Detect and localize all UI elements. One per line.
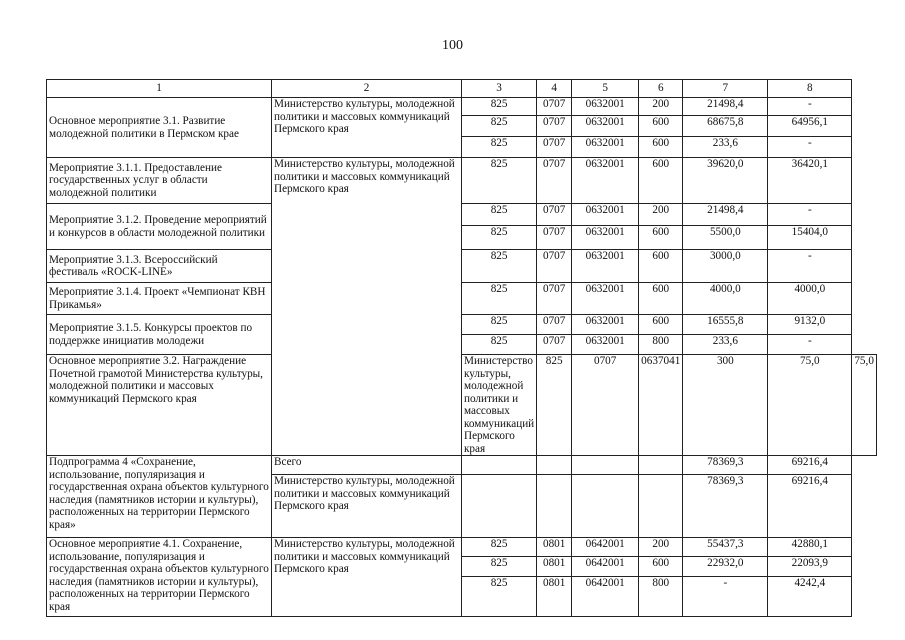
target-code: 0632001 xyxy=(572,226,639,250)
target-code: 0637041 xyxy=(639,355,683,456)
measure-name: Мероприятие 3.1.5. Конкурсы проектов по поддержке инициатив молодежи xyxy=(47,315,272,355)
expense-type-code: 600 xyxy=(639,137,683,158)
table-row xyxy=(47,204,877,226)
target-code: 0632001 xyxy=(572,283,639,315)
table-row xyxy=(47,355,877,456)
column-header: 2 xyxy=(272,80,462,98)
grbs-code: 825 xyxy=(462,538,537,557)
table-header-row xyxy=(47,80,877,98)
expense-type-code: 800 xyxy=(639,335,683,355)
section-code: 0707 xyxy=(537,158,572,204)
measure-name: Мероприятие 3.1.4. Проект «Чемпионат КВН Прикамья» xyxy=(47,283,272,315)
amount-col8: - xyxy=(768,137,852,158)
target-code: 0632001 xyxy=(572,158,639,204)
target-code: 0632001 xyxy=(572,204,639,226)
section-code: 0707 xyxy=(537,250,572,283)
expense-type-code: 200 xyxy=(639,538,683,557)
amount-col8: 4242,4 xyxy=(768,577,852,617)
executor-name: Министерство культуры, молодежной политики и массовых коммуникаций Пермского края xyxy=(272,158,462,456)
expense-type-code: 800 xyxy=(639,577,683,617)
section-code: 0707 xyxy=(537,204,572,226)
executor-name: Всего xyxy=(272,456,462,475)
table-row xyxy=(47,315,877,335)
column-header: 6 xyxy=(639,80,683,98)
measure-name: Основное мероприятие 3.1. Развитие молодежной политики в Пермском крае xyxy=(47,98,272,158)
target-code: 0632001 xyxy=(572,98,639,116)
section-code xyxy=(537,475,572,538)
expense-type-code: 600 xyxy=(639,116,683,137)
grbs-code xyxy=(462,475,537,538)
executor-name: Министерство культуры, молодежной политики и массовых коммуникаций Пермского края xyxy=(462,355,537,456)
table-row xyxy=(47,158,877,204)
amount-col8: - xyxy=(768,204,852,226)
amount-col7: 78369,3 xyxy=(683,456,768,475)
executor-name: Министерство культуры, молодежной политики и массовых коммуникаций Пермского края xyxy=(272,538,462,617)
grbs-code xyxy=(462,456,537,475)
grbs-code: 825 xyxy=(462,204,537,226)
section-code: 0707 xyxy=(537,226,572,250)
amount-col7: 39620,0 xyxy=(683,158,768,204)
expense-type-code xyxy=(639,475,683,538)
amount-col8: 69216,4 xyxy=(768,456,852,475)
amount-col8: - xyxy=(768,250,852,283)
section-code: 0707 xyxy=(537,315,572,335)
grbs-code: 825 xyxy=(462,577,537,617)
measure-name: Мероприятие 3.1.3. Всероссийский фестиваль «ROCK-LINE» xyxy=(47,250,272,283)
grbs-code: 825 xyxy=(462,116,537,137)
measure-name: Основное мероприятие 4.1. Сохранение, использование, популяризация и государственная охрана объектов культурного наследия (памятников истории и культуры), расположенных на территории Пермского края xyxy=(47,538,272,617)
target-code: 0642001 xyxy=(572,577,639,617)
target-code xyxy=(572,475,639,538)
measure-name: Основное мероприятие 3.2. Награждение Почетной грамотой Министерства культуры, молодежной политики и массовых коммуникаций Пермского края xyxy=(47,355,272,456)
amount-col8: 36420,1 xyxy=(768,158,852,204)
amount-col7: 233,6 xyxy=(683,335,768,355)
measure-name: Мероприятие 3.1.1. Предоставление государственных услуг в области молодежной политики xyxy=(47,158,272,204)
amount-col7: - xyxy=(683,577,768,617)
measure-name: Мероприятие 3.1.2. Проведение мероприятий и конкурсов в области молодежной политики xyxy=(47,204,272,250)
grbs-code: 825 xyxy=(462,283,537,315)
subprogram-name: Подпрограмма 4 «Сохранение, использование, популяризация и государственная охрана объектов культурного наследия (памятников истории и культуры), расположенных на территории Пермского края» xyxy=(47,456,272,538)
target-code: 0642001 xyxy=(572,538,639,557)
amount-col8: 75,0 xyxy=(852,355,877,456)
expense-type-code: 200 xyxy=(639,204,683,226)
amount-col8: 64956,1 xyxy=(768,116,852,137)
amount-col7: 21498,4 xyxy=(683,204,768,226)
expense-type-code: 300 xyxy=(683,355,768,456)
section-code: 0707 xyxy=(537,116,572,137)
section-code: 0801 xyxy=(537,557,572,577)
expense-type-code: 600 xyxy=(639,315,683,335)
table-row xyxy=(47,538,877,557)
amount-col8: 4000,0 xyxy=(768,283,852,315)
amount-col7: 55437,3 xyxy=(683,538,768,557)
section-code: 0707 xyxy=(537,335,572,355)
section-code: 0801 xyxy=(537,577,572,617)
executor-name: Министерство культуры, молодежной политики и массовых коммуникаций Пермского края xyxy=(272,98,462,158)
table-row xyxy=(47,98,877,116)
target-code xyxy=(572,456,639,475)
column-header: 1 xyxy=(47,80,272,98)
grbs-code: 825 xyxy=(462,137,537,158)
grbs-code: 825 xyxy=(462,557,537,577)
expense-type-code: 600 xyxy=(639,557,683,577)
section-code: 0707 xyxy=(572,355,639,456)
column-header: 7 xyxy=(683,80,768,98)
amount-col7: 3000,0 xyxy=(683,250,768,283)
section-code: 0707 xyxy=(537,137,572,158)
target-code: 0632001 xyxy=(572,137,639,158)
amount-col7: 21498,4 xyxy=(683,98,768,116)
grbs-code: 825 xyxy=(537,355,572,456)
amount-col8: 15404,0 xyxy=(768,226,852,250)
amount-col7: 5500,0 xyxy=(683,226,768,250)
section-code xyxy=(537,456,572,475)
amount-col8: 9132,0 xyxy=(768,315,852,335)
expense-type-code: 200 xyxy=(639,98,683,116)
grbs-code: 825 xyxy=(462,335,537,355)
column-header: 5 xyxy=(572,80,639,98)
grbs-code: 825 xyxy=(462,226,537,250)
grbs-code: 825 xyxy=(462,250,537,283)
budget-table xyxy=(46,79,877,617)
table-row xyxy=(47,250,877,283)
expense-type-code: 600 xyxy=(639,226,683,250)
column-header: 3 xyxy=(462,80,537,98)
grbs-code: 825 xyxy=(462,98,537,116)
target-code: 0632001 xyxy=(572,116,639,137)
table-row xyxy=(47,283,877,315)
amount-col7: 78369,3 xyxy=(683,475,768,538)
section-code: 0707 xyxy=(537,283,572,315)
target-code: 0632001 xyxy=(572,315,639,335)
target-code: 0632001 xyxy=(572,250,639,283)
column-header: 8 xyxy=(768,80,852,98)
amount-col8: 22093,9 xyxy=(768,557,852,577)
table-row xyxy=(47,456,877,475)
section-code: 0801 xyxy=(537,538,572,557)
amount-col8: 69216,4 xyxy=(768,475,852,538)
grbs-code: 825 xyxy=(462,158,537,204)
amount-col7: 22932,0 xyxy=(683,557,768,577)
target-code: 0632001 xyxy=(572,335,639,355)
amount-col7: 233,6 xyxy=(683,137,768,158)
target-code: 0642001 xyxy=(572,557,639,577)
amount-col7: 16555,8 xyxy=(683,315,768,335)
expense-type-code: 600 xyxy=(639,250,683,283)
expense-type-code: 600 xyxy=(639,283,683,315)
executor-name: Министерство культуры, молодежной политики и массовых коммуникаций Пермского края xyxy=(272,475,462,538)
expense-type-code: 600 xyxy=(639,158,683,204)
amount-col8: - xyxy=(768,98,852,116)
page-number: 100 xyxy=(442,38,463,53)
column-header: 4 xyxy=(537,80,572,98)
grbs-code: 825 xyxy=(462,315,537,335)
expense-type-code xyxy=(639,456,683,475)
section-code: 0707 xyxy=(537,98,572,116)
amount-col7: 4000,0 xyxy=(683,283,768,315)
amount-col8: - xyxy=(768,335,852,355)
amount-col7: 68675,8 xyxy=(683,116,768,137)
amount-col7: 75,0 xyxy=(768,355,852,456)
amount-col8: 42880,1 xyxy=(768,538,852,557)
